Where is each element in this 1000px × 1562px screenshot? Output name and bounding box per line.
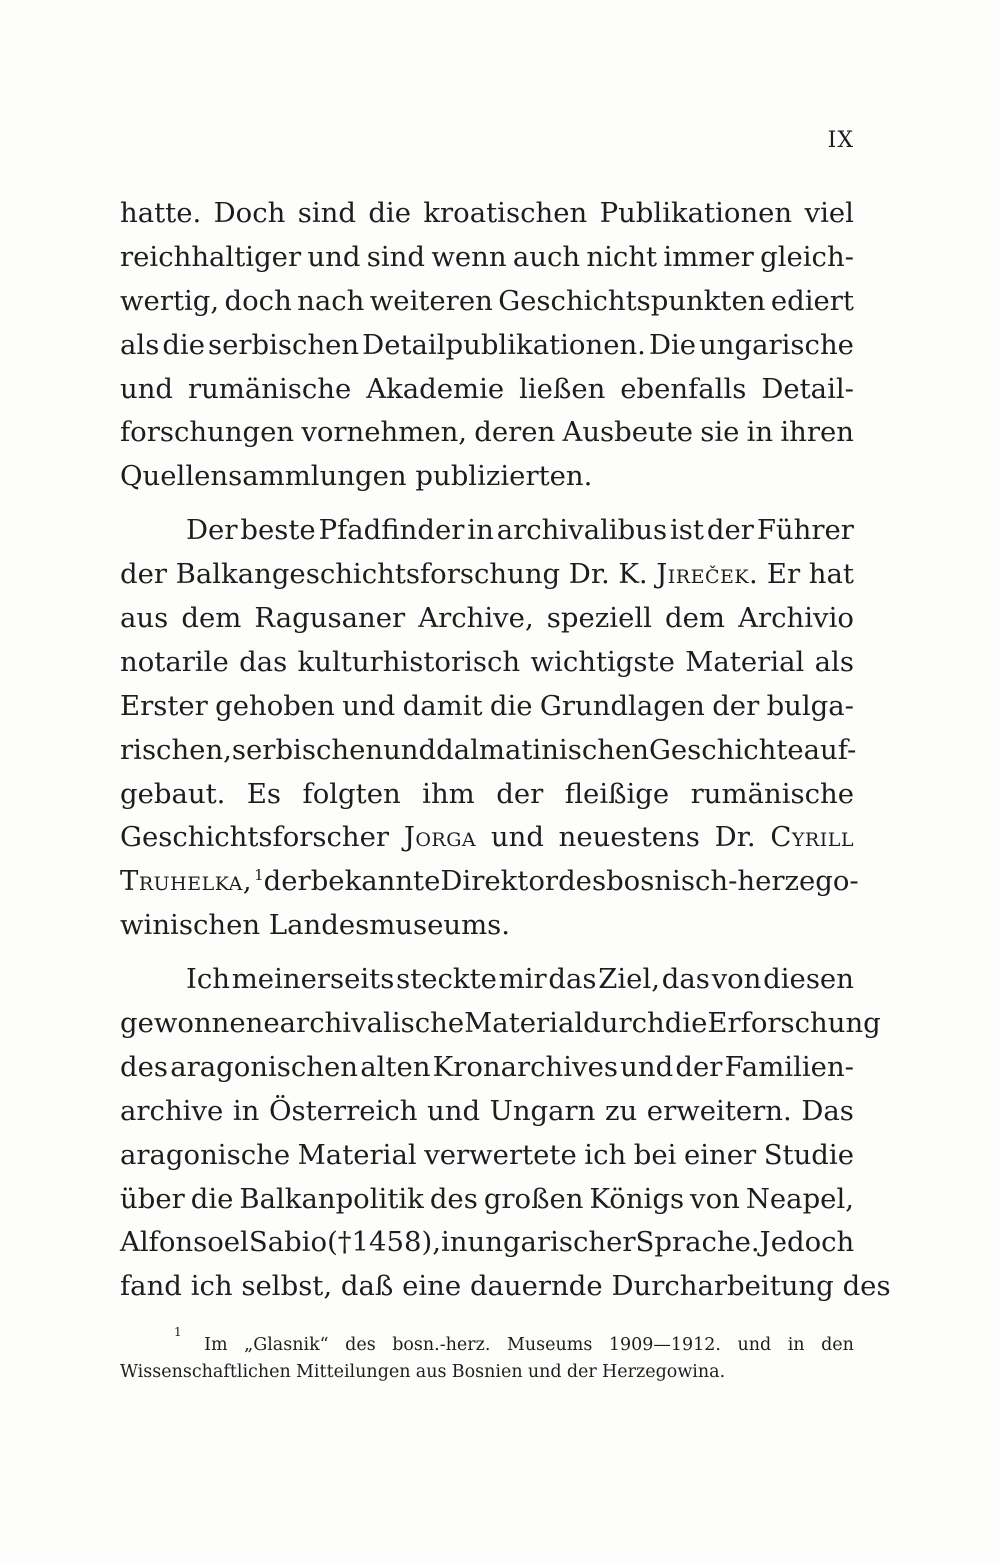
word: Grundlagen <box>539 689 705 722</box>
word: gewonnene <box>120 1007 280 1040</box>
word: ediert <box>770 284 854 317</box>
text-line <box>120 553 854 597</box>
word: K. <box>618 558 648 591</box>
word: Dr. <box>714 821 756 854</box>
word: viel <box>804 197 854 229</box>
word: doch <box>224 284 292 317</box>
word: das <box>548 963 597 996</box>
word: Pfadfinder <box>318 514 465 547</box>
word: die <box>368 197 411 229</box>
text-line <box>120 641 854 685</box>
word: Bosnien <box>451 1362 523 1382</box>
word: ich <box>190 1270 233 1303</box>
word: ich <box>584 1138 627 1171</box>
word: Er <box>766 558 801 591</box>
word: kroatischen <box>423 197 588 229</box>
word: gehoben <box>215 689 335 722</box>
footnote-line <box>120 1359 854 1386</box>
word: die <box>190 1182 234 1215</box>
word: auf- <box>803 733 857 766</box>
word: von <box>711 963 762 996</box>
footnote <box>120 1325 854 1386</box>
word: alten <box>360 1050 431 1083</box>
word: Ragusaner <box>254 602 406 635</box>
text-line <box>120 1134 854 1178</box>
word: Publikationen <box>599 197 793 229</box>
word: in <box>467 514 494 547</box>
word: hatte. <box>120 197 202 229</box>
word: Material <box>297 1138 417 1171</box>
word: immer <box>663 240 754 273</box>
word: Geschichte <box>648 733 804 766</box>
word: Erforschung <box>707 1007 881 1040</box>
word: aragonische <box>120 1138 291 1171</box>
word: Dr. <box>568 558 610 591</box>
word: Cyrill <box>770 821 854 854</box>
word: in <box>787 1335 805 1355</box>
word: eine <box>402 1270 462 1303</box>
text-line <box>120 192 854 236</box>
text-line <box>120 411 854 455</box>
word: und <box>620 1050 674 1083</box>
word: († <box>327 1226 352 1259</box>
word: Neapel, <box>745 1182 854 1215</box>
text-line <box>120 368 854 412</box>
word: el <box>223 1226 249 1259</box>
word: die <box>489 689 533 722</box>
word: Ziel, <box>598 963 660 996</box>
text-line <box>120 509 854 553</box>
word: gleich- <box>760 240 854 273</box>
text-line <box>120 904 854 948</box>
word: Balkanpolitik <box>239 1182 424 1215</box>
word: der <box>706 514 754 547</box>
word: den <box>821 1335 854 1355</box>
word: dem <box>665 602 726 635</box>
word: neuestens <box>558 821 700 854</box>
word: aragonischen <box>170 1050 359 1083</box>
word: damit <box>402 689 483 722</box>
word: dauernde <box>469 1270 603 1303</box>
word: Die <box>648 328 697 361</box>
word: deren <box>474 416 556 449</box>
text-line <box>120 1002 881 1046</box>
word: kulturhistorisch <box>297 645 521 678</box>
word: Akademie <box>366 372 505 405</box>
word: Kronarchives <box>432 1050 618 1083</box>
text-line <box>120 455 854 499</box>
word: und <box>737 1335 772 1355</box>
word: die <box>162 328 205 361</box>
word: als <box>120 328 160 361</box>
word: winischen <box>120 909 261 942</box>
word: in <box>746 416 774 449</box>
word: aus <box>415 1362 447 1382</box>
text-line <box>120 280 854 324</box>
text-line <box>120 685 854 729</box>
word: steckte <box>396 963 497 996</box>
word: Material <box>685 645 805 678</box>
word: Das <box>801 1094 854 1127</box>
word: ihm <box>422 777 475 810</box>
word: ihren <box>780 416 854 449</box>
word: ist <box>670 514 704 547</box>
word: bulga- <box>766 689 854 722</box>
word: rumänische <box>690 777 854 810</box>
word: bosnisch-herzego- <box>606 865 859 898</box>
word: weiteren <box>369 284 493 317</box>
text-line <box>120 1090 854 1134</box>
word: archivalibus <box>496 514 668 547</box>
word: Quellensammlungen <box>120 460 407 493</box>
word: Führer <box>756 514 854 547</box>
paragraph <box>120 509 859 948</box>
word: des <box>345 1335 376 1355</box>
word: Ungarn <box>489 1094 596 1127</box>
text-line <box>120 773 854 817</box>
word: Sprache. <box>635 1226 760 1259</box>
word: hat <box>808 558 854 591</box>
word: ließen <box>519 372 606 405</box>
word: vornehmen, <box>301 416 468 449</box>
word: Truhelka, $^1$ <box>120 865 264 898</box>
word: des <box>429 1182 478 1215</box>
word: fleißige <box>564 777 670 810</box>
word: Jireček. <box>656 558 759 591</box>
text-line <box>120 1178 854 1222</box>
word: und <box>427 1094 481 1127</box>
text-line <box>120 1221 854 1265</box>
word: forschungen <box>120 416 295 449</box>
text-line <box>120 729 857 773</box>
text-line <box>120 816 854 860</box>
text-line <box>120 958 854 1002</box>
word: Geschichtspunkten <box>498 284 766 317</box>
word: gebaut. <box>120 777 226 810</box>
word: Balkangeschichtsforschung <box>175 558 561 591</box>
word: Es <box>246 777 282 810</box>
word: bekannte <box>310 865 441 898</box>
word: Jorga <box>403 821 477 854</box>
word: der <box>120 558 168 591</box>
footnote-reference: 1 <box>254 866 264 885</box>
footnote-marker: 1 <box>174 1325 182 1339</box>
word: Archivio <box>738 602 854 635</box>
word: bei <box>633 1138 677 1171</box>
word: Sabio <box>248 1226 328 1259</box>
word: meinerseits <box>231 963 395 996</box>
word: Durcharbeitung <box>611 1270 834 1303</box>
word: Familien- <box>724 1050 854 1083</box>
word: und <box>383 733 437 766</box>
paragraph <box>120 192 854 499</box>
word: Herzegowina. <box>602 1362 726 1382</box>
word: Mitteilungen <box>296 1362 411 1382</box>
word: der <box>566 1362 597 1382</box>
word: Wissenschaftlichen <box>120 1362 291 1382</box>
text-line <box>120 236 854 280</box>
word: von <box>690 1182 740 1215</box>
word: serbischen <box>208 328 360 361</box>
word: diesen <box>763 963 854 996</box>
word: folgten <box>302 777 401 810</box>
word: in <box>441 1226 468 1259</box>
word: dalmatinischen <box>436 733 649 766</box>
word: rumänische <box>187 372 352 405</box>
word: Erster <box>120 689 208 722</box>
word: Material <box>464 1007 584 1040</box>
word: Direktor <box>440 865 559 898</box>
word: wichtigste <box>530 645 675 678</box>
body-text <box>120 192 891 1319</box>
word: reichhaltiger <box>120 240 302 273</box>
word: großen <box>483 1182 584 1215</box>
word: rischen, <box>120 733 232 766</box>
word: nach <box>297 284 365 317</box>
word: „Glasnik“ <box>244 1335 329 1355</box>
word: der <box>496 777 544 810</box>
word: und <box>342 689 396 722</box>
text-line <box>120 860 859 904</box>
word: des <box>842 1270 891 1303</box>
word: und <box>307 240 361 273</box>
word: publizierten. <box>415 460 593 493</box>
word: daß <box>340 1270 394 1303</box>
word: dem <box>181 602 242 635</box>
word: beste <box>240 514 316 547</box>
word: des <box>120 1050 168 1083</box>
word: ungarische <box>699 328 854 361</box>
word: der <box>712 689 760 722</box>
word: Detail- <box>761 372 854 405</box>
word: Doch <box>213 197 286 229</box>
word: selbst, <box>241 1270 333 1303</box>
word: Ich <box>186 963 230 996</box>
word: auch <box>512 240 581 273</box>
word: bosn.-herz. <box>392 1335 491 1355</box>
word: einer <box>683 1138 757 1171</box>
word: sind <box>366 240 425 273</box>
word: 1909—1912. <box>608 1335 721 1355</box>
word: als <box>814 645 854 678</box>
word: mir <box>498 963 547 996</box>
page-number: IX <box>827 128 854 153</box>
word: in <box>232 1094 260 1127</box>
word: Jedoch <box>759 1226 855 1259</box>
word: fand <box>120 1270 182 1303</box>
word: Königs <box>589 1182 685 1215</box>
word: verwertete <box>424 1138 577 1171</box>
word: das <box>661 963 710 996</box>
word: Der <box>186 514 238 547</box>
word: Detailpublikationen. <box>362 328 646 361</box>
word: zu <box>605 1094 638 1127</box>
word: und <box>527 1362 562 1382</box>
word: Ausbeute <box>562 416 694 449</box>
word: Museums <box>506 1335 593 1355</box>
word: die <box>664 1007 708 1040</box>
text-line <box>120 1046 854 1090</box>
text-line <box>120 324 854 368</box>
word: und <box>120 372 174 405</box>
word: erweitern. <box>646 1094 792 1127</box>
word: über <box>120 1182 185 1215</box>
footnote-line <box>120 1325 854 1359</box>
word: wertig, <box>120 284 220 317</box>
word: Archive, <box>418 602 534 635</box>
word: das <box>239 645 288 678</box>
word: sie <box>700 416 740 449</box>
word: 1458), <box>351 1226 442 1259</box>
word: serbischen <box>231 733 384 766</box>
word: Landesmuseums. <box>268 909 511 942</box>
word: aus <box>120 602 169 635</box>
word: Geschichtsforscher <box>120 821 390 854</box>
word: nicht <box>586 240 658 273</box>
word: durch <box>583 1007 665 1040</box>
word: Im <box>204 1335 228 1355</box>
word: archivalische <box>279 1007 465 1040</box>
paragraph <box>120 958 891 1309</box>
word: und <box>490 821 544 854</box>
word: des <box>558 865 607 898</box>
word: sind <box>297 197 356 229</box>
word: Alfonso <box>120 1226 224 1259</box>
word: der <box>675 1050 723 1083</box>
word: wenn <box>431 240 507 273</box>
word: ungarischer <box>467 1226 636 1259</box>
word: der <box>263 865 311 898</box>
word: Studie <box>763 1138 854 1171</box>
text-line <box>120 1265 891 1309</box>
word: notarile <box>120 645 229 678</box>
word: Österreich <box>268 1094 418 1127</box>
word: ebenfalls <box>620 372 747 405</box>
text-line <box>120 597 854 641</box>
word: speziell <box>546 602 652 635</box>
word: archive <box>120 1094 224 1127</box>
